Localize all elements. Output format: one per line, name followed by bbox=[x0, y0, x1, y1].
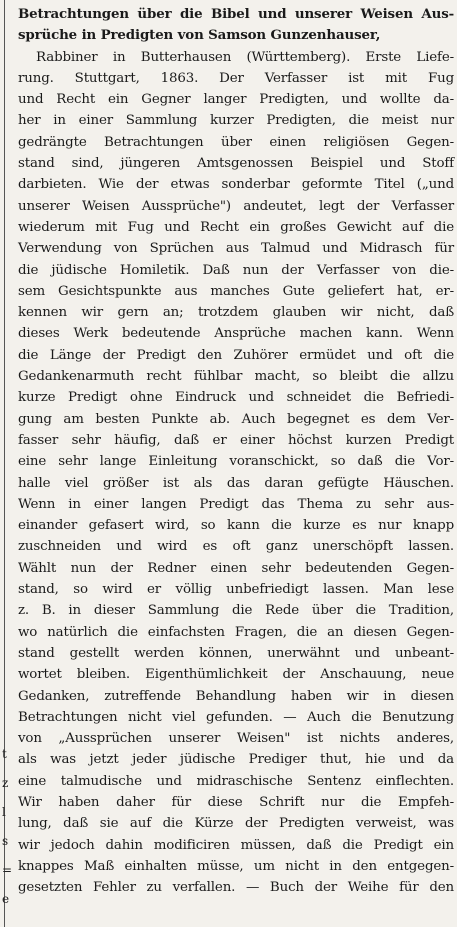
text-line: darbieten. Wie der etwas sonderbar geformte Titel („und bbox=[18, 177, 454, 193]
text-line: Wenn in einer langen Predigt das Thema zu sehr aus- bbox=[18, 496, 454, 512]
text-line: Wir haben daher für diese Schrift nur die Empfeh- bbox=[18, 794, 454, 810]
text-line: wortet bleiben. Eigenthümlichkeit der Anschauung, neue bbox=[18, 667, 454, 683]
text-line: stand sind, jüngeren Amtsgenossen Beispiel und Stoff bbox=[18, 156, 454, 172]
text-line: die Länge der Predigt den Zuhörer ermüdet und oft die bbox=[18, 347, 454, 363]
text-line: Betrachtungen nicht viel gefunden. — Auch die Benutzung bbox=[18, 709, 454, 725]
margin-char: t bbox=[2, 747, 7, 761]
text-line: lung, daß sie auf die Kürze der Predigten verweist, was bbox=[18, 816, 454, 832]
text-line: kennen wir gern an; trotzdem glauben wir nicht, daß bbox=[18, 305, 454, 321]
text-line: von „Aussprüchen unserer Weisen" ist nichts anderes, bbox=[18, 731, 454, 747]
text-line: Gedankenarmuth recht fühlbar macht, so bleibt die allzu bbox=[18, 369, 454, 385]
margin-fragments bbox=[2, 740, 14, 914]
text-line: wo natürlich die einfachsten Fragen, die an diesen Gegen- bbox=[18, 624, 454, 640]
text-line: zuschneiden und wird es oft ganz unerschöpft lassen. bbox=[18, 539, 454, 555]
text-line: rung. Stuttgart, 1863. Der Verfasser ist mit Fug bbox=[18, 70, 454, 86]
text-line: als was jetzt jeder jüdische Prediger thut, hie und da bbox=[18, 752, 454, 768]
text-line: dieses Werk bedeutende Ansprüche machen kann. Wenn bbox=[18, 326, 454, 342]
text-line: sem Gesichtspunkte aus manches Gute geliefert hat, er- bbox=[18, 283, 454, 299]
text-line: eine sehr lange Einleitung voranschickt, so daß die Vor- bbox=[18, 454, 454, 470]
text-line: eine talmudische und midraschische Sentenz einflechten. bbox=[18, 773, 454, 789]
text-line: kurze Predigt ohne Eindruck und schneidet die Befriedi- bbox=[18, 390, 454, 406]
text-line: wir jedoch dahin modificiren müssen, daß die Predigt ein bbox=[18, 837, 454, 853]
margin-char: l bbox=[2, 805, 6, 819]
text-line: Verwendung von Sprüchen aus Talmud und Midrasch für bbox=[18, 241, 454, 257]
review-text bbox=[18, 4, 454, 898]
text-line: her in einer Sammlung kurzer Predigten, die meist nur bbox=[18, 113, 454, 129]
title-line: sprüche in Predigten von Samson Gunzenhauser, bbox=[18, 27, 381, 44]
text-line: fasser sehr häufig, daß er einer höchst kurzen Predigt bbox=[18, 432, 454, 448]
margin-char: s bbox=[2, 834, 9, 848]
margin-char: z bbox=[2, 776, 9, 790]
text-line: Wählt nun der Redner einen sehr bedeutenden Gegen- bbox=[18, 560, 454, 576]
text-line: knappes Maß einhalten müsse, um nicht in den entgegen- bbox=[18, 858, 454, 874]
text-line: einander gefasert wird, so kann die kurze es nur knapp bbox=[18, 518, 454, 534]
text-line: gesetzten Fehler zu verfallen. — Buch der Weihe für den bbox=[18, 880, 454, 896]
text-line: stand gestellt werden können, unerwähnt und unbeant- bbox=[18, 645, 454, 661]
text-line: und Recht ein Gegner langer Predigten, und wollte da- bbox=[18, 92, 454, 108]
text-line: wiederum mit Fug und Recht ein großes Gewicht auf die bbox=[18, 219, 454, 235]
text-line: halle viel größer ist als das daran gefügte Häuschen. bbox=[18, 475, 454, 491]
text-line: unserer Weisen Aussprüche") andeutet, legt der Verfasser bbox=[18, 198, 454, 214]
text-line: stand, so wird er völlig unbefriedigt lassen. Man lese bbox=[18, 582, 454, 598]
text-line: gedrängte Betrachtungen über einen religiösen Gegen- bbox=[18, 134, 454, 150]
margin-char: = bbox=[2, 863, 13, 877]
text-line: z. B. in dieser Sammlung die Rede über die Tradition, bbox=[18, 603, 454, 619]
text-line: gung am besten Punkte ab. Auch begegnet es dem Ver- bbox=[18, 411, 454, 427]
text-line: Rabbiner in Butterhausen (Württemberg). Erste Liefe- bbox=[36, 49, 454, 65]
text-line: Gedanken, zutreffende Behandlung haben wir in diesen bbox=[18, 688, 454, 704]
text-line: die jüdische Homiletik. Daß nun der Verfasser von die- bbox=[18, 262, 454, 278]
title-line: Betrachtungen über die Bibel und unserer Weisen Aus- bbox=[18, 6, 454, 22]
margin-char: e bbox=[2, 892, 10, 906]
